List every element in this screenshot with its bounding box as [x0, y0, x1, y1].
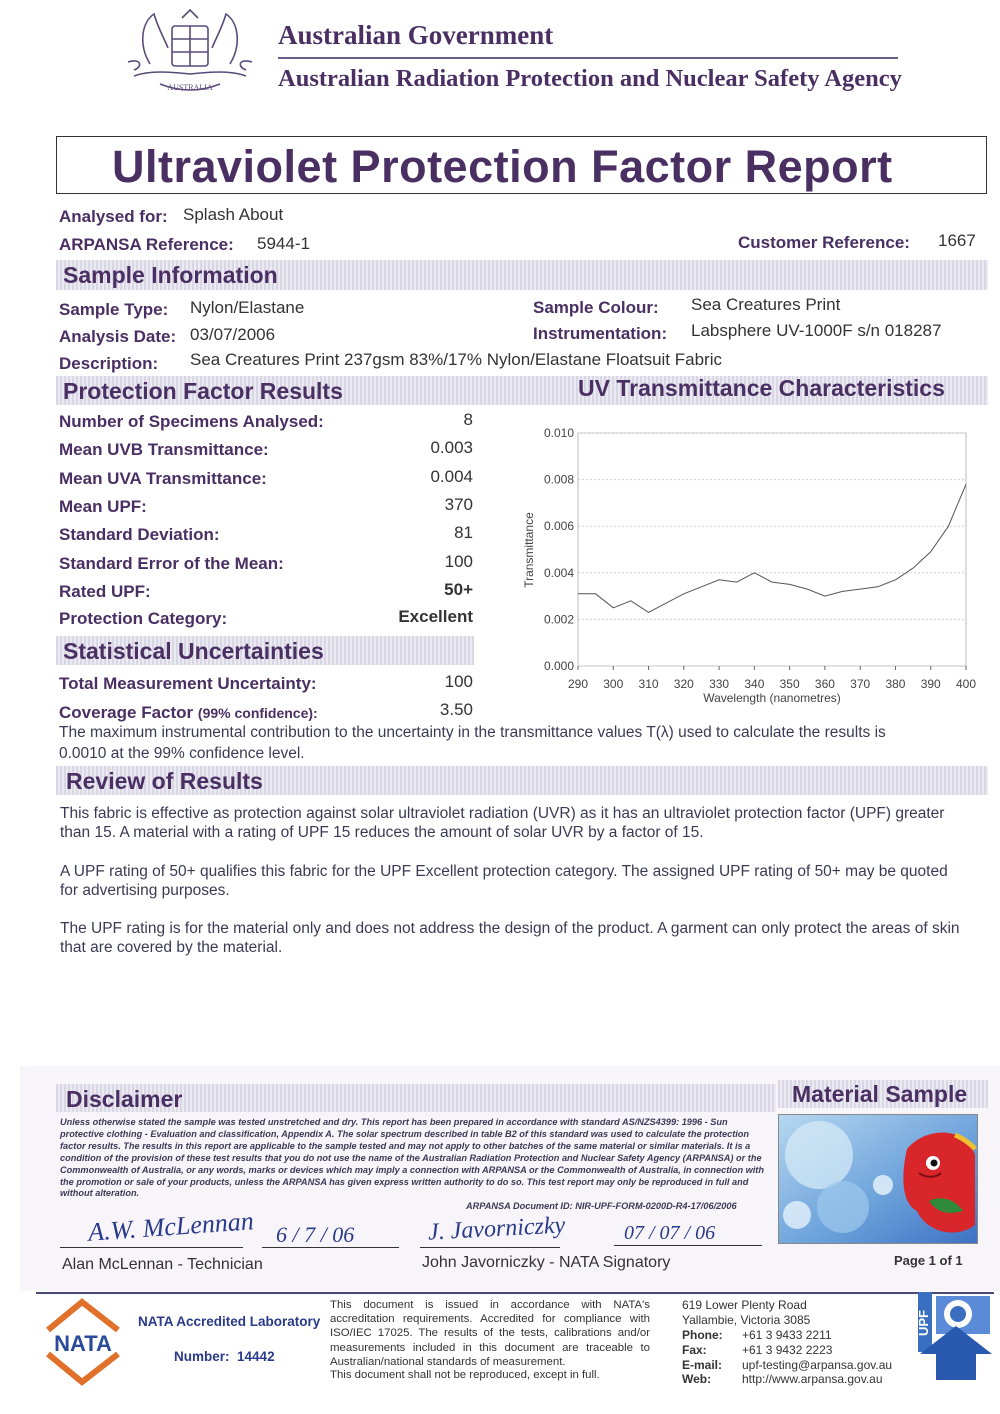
x-tick-label: 340 — [744, 677, 765, 691]
chart-heading: UV Transmittance Characteristics — [578, 375, 945, 401]
coverage-note: (99% confidence): — [197, 705, 318, 721]
email-link[interactable]: upf-testing@arpansa.gov.au — [742, 1358, 893, 1372]
nata-lab: NATA Accredited Laboratory — [138, 1314, 321, 1329]
technician-name: Alan McLennan - Technician — [62, 1256, 263, 1273]
phone-value: +61 3 9433 2211 — [742, 1328, 832, 1342]
title-box — [56, 136, 987, 194]
fax-value: +61 3 9432 2223 — [742, 1343, 833, 1357]
coverage-label — [59, 703, 318, 723]
review-paragraph-1: This fabric is effective as protection against solar ultraviolet radiation (UVR) as it has an ultraviolet protection factor (UPF) greater than 15. A material with a rating of UPF 15 reduces the amount of solar UVR by a factor of 15. — [60, 805, 945, 841]
result-value: 0.004 — [430, 467, 473, 486]
coverage-label-text: Coverage Factor — [59, 703, 194, 722]
review-paragraph-3: The UPF rating is for the material only and does not address the design of the product. A garment can only protect the areas of skin that are covered by the material. — [60, 920, 960, 956]
crest-text: AUSTRALIA — [167, 83, 213, 92]
description-value: Sea Creatures Print 237gsm 83%/17% Nylon/Elastane Floatsuit Fabric — [190, 350, 722, 369]
chart-grid — [578, 433, 966, 666]
analysed-for-value: Splash About — [183, 205, 284, 224]
nata-statement: This document is issued in accordance with NATA's accreditation requirements. Accredited for compliance with ISO/IEC 17025. The results of the tests, calibrations and/or measurements included in this document are traceable to Australian/national standards of measurement. — [330, 1299, 650, 1368]
sig-line-1 — [60, 1247, 243, 1248]
x-tick-label: 290 — [567, 677, 589, 691]
result-label: Mean UVB Transmittance: — [59, 440, 269, 459]
uv-chart — [516, 418, 986, 710]
x-tick-label: 390 — [920, 677, 941, 691]
chart-ticks — [544, 426, 976, 691]
sample-colour-value: Sea Creatures Print — [691, 295, 841, 314]
result-label: Mean UVA Transmittance: — [59, 469, 267, 488]
uncert-note-1: The maximum instrumental contribution to the uncertainty in the transmittance values T(λ) used to calculate the results is — [59, 724, 886, 741]
y-tick-label: 0.010 — [543, 426, 574, 440]
result-label: Mean UPF: — [59, 497, 147, 516]
customer-ref-label: Customer Reference: — [738, 233, 910, 252]
sign-date-1: 6 / 7 / 06 — [276, 1222, 355, 1247]
arpansa-ref-label: ARPANSA Reference: — [59, 235, 234, 254]
plot-frame — [578, 433, 966, 666]
material-sample-image — [778, 1114, 978, 1244]
x-tick-label: 370 — [850, 677, 871, 691]
upf-logo — [918, 1292, 994, 1382]
nata-statement-2: This document shall not be reproduced, except in full. — [330, 1369, 600, 1381]
chart-ylabel: Transmittance — [522, 512, 536, 588]
x-tick-label: 380 — [885, 677, 906, 691]
signature-technician: A.W. McLennan — [87, 1206, 255, 1247]
signature-signatory: J. Javorniczky — [427, 1212, 566, 1246]
description-label: Description: — [59, 354, 159, 373]
x-tick-label: 310 — [638, 677, 659, 691]
arpansa-ref-value: 5944-1 — [257, 234, 310, 253]
chart-xlabel: Wavelength (nanometres) — [703, 691, 841, 705]
result-label: Number of Specimens Analysed: — [59, 412, 324, 431]
nata-number-label: Number: — [174, 1349, 230, 1364]
instrumentation-value: Labsphere UV-1000F s/n 018287 — [691, 321, 942, 340]
total-uncert-label: Total Measurement Uncertainty: — [59, 674, 317, 693]
nata-number-value: 14442 — [237, 1349, 275, 1364]
coverage-value: 3.50 — [439, 700, 473, 719]
web-label: Web: — [682, 1372, 712, 1386]
agency-title: Australian Radiation Protection and Nuclear Safety Agency — [278, 65, 902, 92]
sig-line-2 — [420, 1247, 560, 1248]
y-tick-label: 0.000 — [543, 659, 574, 673]
result-value: 50+ — [444, 580, 473, 599]
x-tick-label: 360 — [814, 677, 835, 691]
transmittance-line — [578, 484, 966, 612]
sign-date-2: 07 / 07 / 06 — [624, 1222, 716, 1244]
nata-number — [174, 1349, 275, 1364]
x-tick-label: 350 — [779, 677, 800, 691]
email-label: E-mail: — [682, 1358, 723, 1372]
sample-info-heading: Sample Information — [63, 262, 278, 288]
result-value: 0.003 — [430, 438, 473, 457]
y-tick-label: 0.008 — [543, 472, 574, 487]
analysed-for-label: Analysed for: — [59, 207, 168, 226]
web-link[interactable]: http://www.arpansa.gov.au — [742, 1372, 883, 1386]
uncert-heading: Statistical Uncertainties — [63, 638, 324, 664]
result-value: 8 — [463, 410, 473, 429]
signatory-name: John Javorniczky - NATA Signatory — [422, 1254, 671, 1271]
result-value: 370 — [444, 495, 473, 514]
gov-title: Australian Government — [278, 20, 554, 50]
disclaimer-text: Unless otherwise stated the sample was tested unstretched and dry. This report has been prepared in accordance with standard AS/NZS4399: 1996 - Sun protective clothing - Evaluation and classification, Appendix A. The solar spectrum described in table B2 of this standard was used to calculate the protection factor results. The results in this report are applicable to the sample tested and may not apply to other batches of the same material or similar materials. It is a condition of the provision of these test results that you do not use the name of the Australian Radiation Protection and Nuclear Safety Agency (ARPANSA) or the Commonwealth of Australia, or any words, marks or devices which may imply a connection with ARPANSA or the Commonwealth of Australia, in connection with the promotion or sale of your products, unless the ARPANSA has given express written authority to do so. This test report may only be reproduced in full and without alteration. — [60, 1117, 764, 1199]
x-tick-label: 300 — [603, 677, 624, 691]
analysis-date-value: 03/07/2006 — [190, 325, 276, 344]
date-line-1 — [262, 1247, 399, 1248]
result-label: Rated UPF: — [59, 582, 151, 601]
x-tick-label: 400 — [955, 677, 977, 691]
fax-label: Fax: — [682, 1343, 707, 1357]
web-row — [682, 1372, 922, 1386]
result-value: Excellent — [398, 607, 473, 626]
result-value: 100 — [444, 552, 473, 571]
footer-rule — [36, 1292, 994, 1294]
upf-logo-text: UPF — [916, 1310, 931, 1336]
result-label: Protection Category: — [59, 609, 228, 628]
x-tick-label: 320 — [673, 677, 694, 691]
result-label: Standard Deviation: — [59, 525, 220, 544]
material-heading: Material Sample — [792, 1081, 968, 1107]
y-tick-label: 0.002 — [543, 612, 574, 627]
result-value: 81 — [454, 523, 473, 542]
address-line-1: 619 Lower Plenty Road — [682, 1298, 807, 1312]
total-uncert-value: 100 — [444, 672, 473, 691]
x-tick-label: 330 — [709, 677, 730, 691]
y-tick-label: 0.006 — [543, 519, 574, 534]
customer-ref-value: 1667 — [938, 231, 976, 250]
results-heading: Protection Factor Results — [63, 378, 343, 404]
nata-logo — [42, 1298, 126, 1384]
review-paragraph-2: A UPF rating of 50+ qualifies this fabric for the UPF Excellent protection category. The assigned UPF rating of 50+ may be quoted for advertising purposes. — [60, 863, 948, 899]
coat-of-arms — [120, 4, 260, 100]
address-line-2: Yallambie, Victoria 3085 — [682, 1313, 811, 1327]
header-rule — [278, 57, 898, 59]
uncert-note-2: 0.0010 at the 99% confidence level. — [59, 745, 305, 762]
document-id: ARPANSA Document ID: NIR-UPF-FORM-0200D-R4-17/06/2006 — [466, 1201, 737, 1211]
report-title: Ultraviolet Protection Factor Report — [112, 141, 893, 192]
review-heading: Review of Results — [66, 768, 263, 794]
disclaimer-heading: Disclaimer — [66, 1086, 183, 1112]
analysis-date-label: Analysis Date: — [59, 327, 177, 346]
instrumentation-label: Instrumentation: — [533, 324, 668, 343]
date-line-2 — [614, 1245, 762, 1246]
result-label: Standard Error of the Mean: — [59, 554, 284, 573]
page-number: Page 1 of 1 — [894, 1253, 963, 1268]
sample-type-value: Nylon/Elastane — [190, 298, 305, 317]
nata-logo-text: NATA — [54, 1331, 112, 1356]
sample-type-label: Sample Type: — [59, 300, 169, 319]
sample-colour-label: Sample Colour: — [533, 298, 659, 317]
phone-label: Phone: — [682, 1328, 723, 1342]
y-tick-label: 0.004 — [543, 565, 574, 580]
